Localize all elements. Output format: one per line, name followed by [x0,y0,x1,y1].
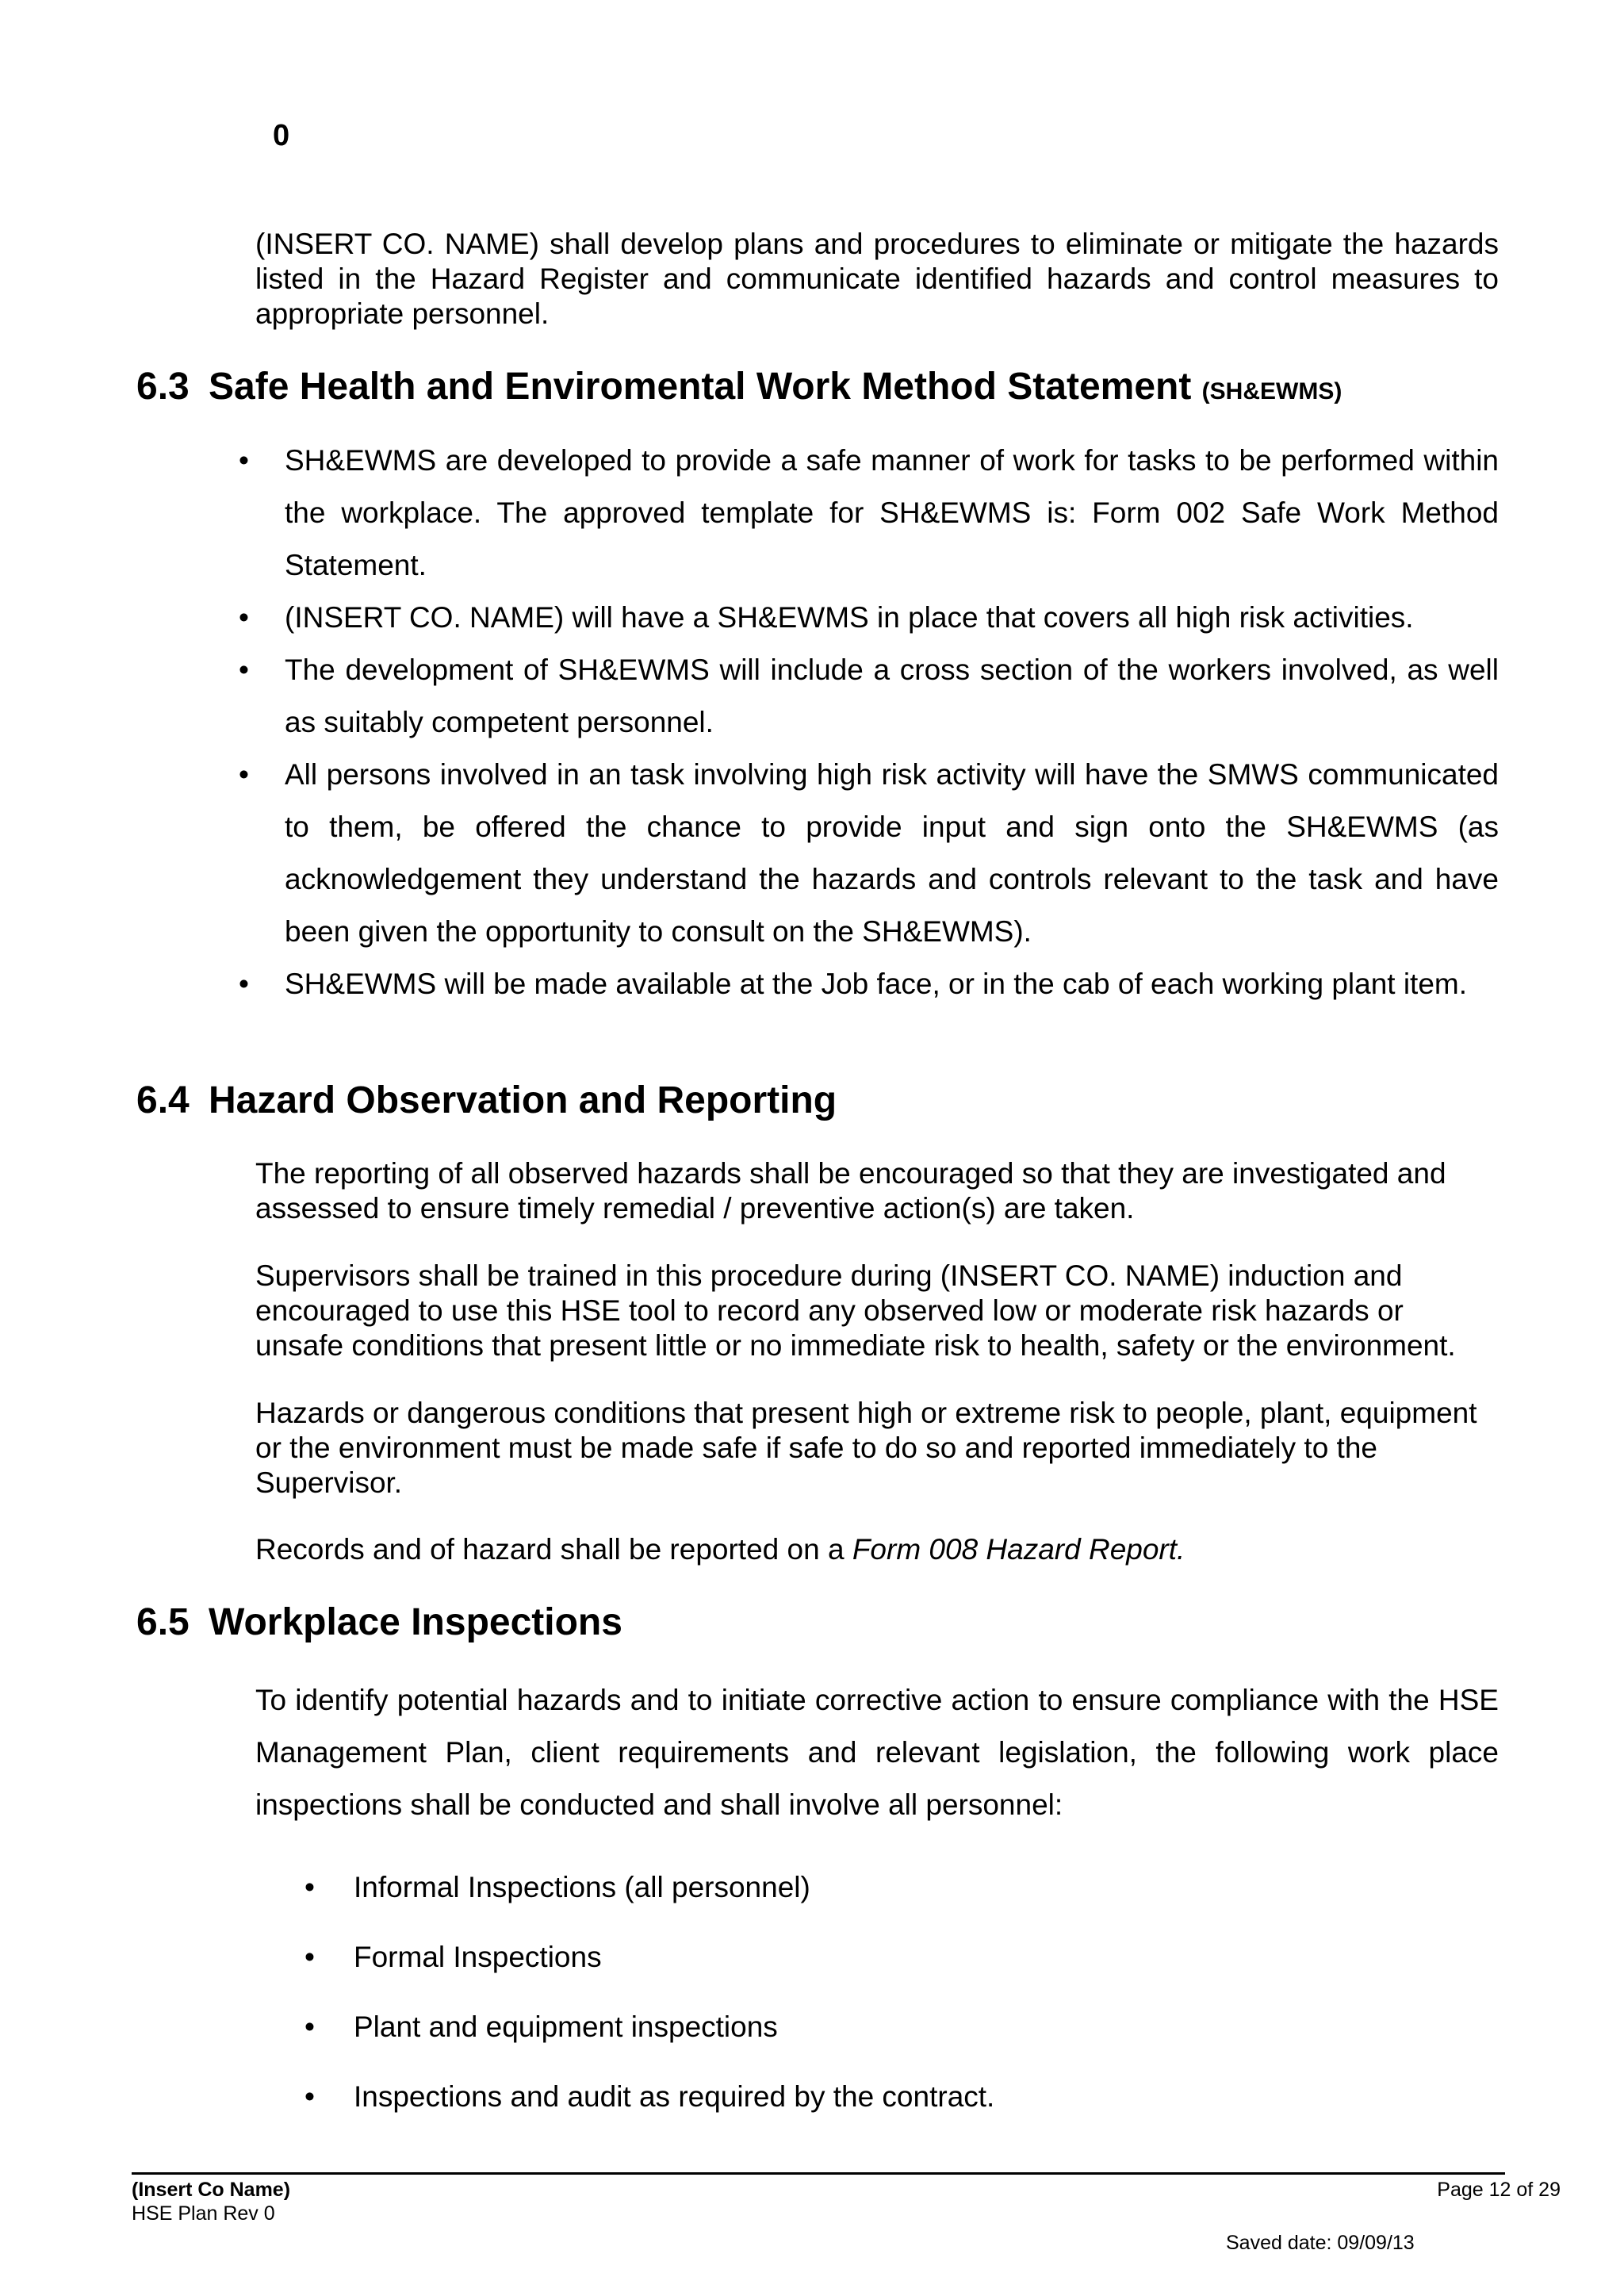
heading-6-5-title: Workplace Inspections [209,1601,622,1643]
list-item-text: Inspections and audit as required by the contract. [354,2080,995,2113]
list-item [304,1940,1464,2010]
heading-6-3-number: 6.3 [136,366,190,408]
heading-6-5-number: 6.5 [136,1601,190,1643]
list-item [304,2010,1464,2079]
footer-saved-date: Saved date: 09/09/13 [1226,2232,1415,2254]
list-item-text: Informal Inspections (all personnel) [354,1871,810,1903]
list-item-text: Plant and equipment inspections [354,2010,778,2043]
list-item-text: All persons involved in an task involving high risk activity will have the SMWS communicated to them, be offered the chance to provide input and sign onto the SH&EWMS (as acknowledgement they understand the hazards and controls relevant to the task and have been given the opportunity to consult on the SH&EWMS). [285,758,1499,948]
hazard-paragraph-1: The reporting of all observed hazards shall be encouraged so that they are investigated and assessed to ensure timely remedial / preventive action(s) are taken. [255,1157,1446,1225]
bullet-icon: • [304,2010,315,2043]
records-text: Records and of hazard shall be reported on a [255,1533,852,1566]
heading-6-3-suffix: (SH&EWMS) [1201,378,1342,404]
heading-6-4-number: 6.4 [136,1079,190,1121]
heading-6-4 [136,1077,837,1125]
inspections-bullet-list [304,1870,1464,2149]
list-item-text: The development of SH&EWMS will include a cross section of the workers involved, as well as suitably competent personnel. [285,654,1499,738]
footer-company: (Insert Co Name) [132,2179,291,2201]
hazard-paragraph-2: Supervisors shall be trained in this procedure during (INSERT CO. NAME) induction and encouraged to use this HSE tool to record any observed low or moderate risk hazards or unsafe conditions that present little or no immediate risk to health, safety or the environment. [255,1259,1456,1362]
bullet-icon: • [304,2080,315,2113]
list-item-text: (INSERT CO. NAME) will have a SH&EWMS in place that covers all high risk activities. [285,601,1414,634]
form-008-reference: Form 008 Hazard Report. [852,1533,1185,1566]
list-item-text: SH&EWMS will be made available at the Job face, or in the cab of each working plant item. [285,968,1468,1000]
footer-page-number: Page 12 of 29 [1437,2179,1561,2201]
list-item [239,435,1499,592]
bullet-icon: • [304,1941,315,1973]
inspections-paragraph: To identify potential hazards and to initiate corrective action to ensure compliance with the HSE Management Plan, client requirements and relevant legislation, the following work place inspections shall be conducted and shall involve all personnel: [255,1684,1499,1821]
list-item [239,592,1499,644]
sh-ewms-bullet-list [239,435,1499,1010]
hazard-paragraph-3: Hazards or dangerous conditions that present high or extreme risk to people, plant, equipment or the environment must be made safe if safe to do so and reported immediately to the Supervisor. [255,1397,1477,1499]
list-item [304,1870,1464,1940]
bullet-icon: • [239,758,249,791]
footer-plan-revision: HSE Plan Rev 0 [132,2202,275,2225]
hazard-records-paragraph [255,1532,1499,1567]
intro-paragraph: (INSERT CO. NAME) shall develop plans and procedures to eliminate or mitigate the hazards listed in the Hazard Register and communicate identified hazards and control measures to appropriate personnel. [255,228,1499,330]
list-item-text: Formal Inspections [354,1941,602,1973]
list-item [239,958,1499,1010]
list-item [239,749,1499,958]
bullet-icon: • [239,601,249,634]
heading-6-4-title: Hazard Observation and Reporting [209,1079,837,1121]
list-item [239,644,1499,749]
heading-6-3-title: Safe Health and Enviromental Work Method Statement [209,366,1192,408]
bullet-icon: • [239,444,249,477]
bullet-icon: • [304,1871,315,1903]
list-item [304,2079,1464,2149]
page-top-number: 0 [273,119,290,152]
bullet-icon: • [239,654,249,686]
heading-6-3 [136,363,1342,416]
heading-6-5 [136,1599,622,1646]
bullet-icon: • [239,968,249,1000]
list-item-text: SH&EWMS are developed to provide a safe manner of work for tasks to be performed within the workplace. The approved template for SH&EWMS is: Form 002 Safe Work Method Statement. [285,444,1499,581]
footer-divider [132,2172,1505,2175]
